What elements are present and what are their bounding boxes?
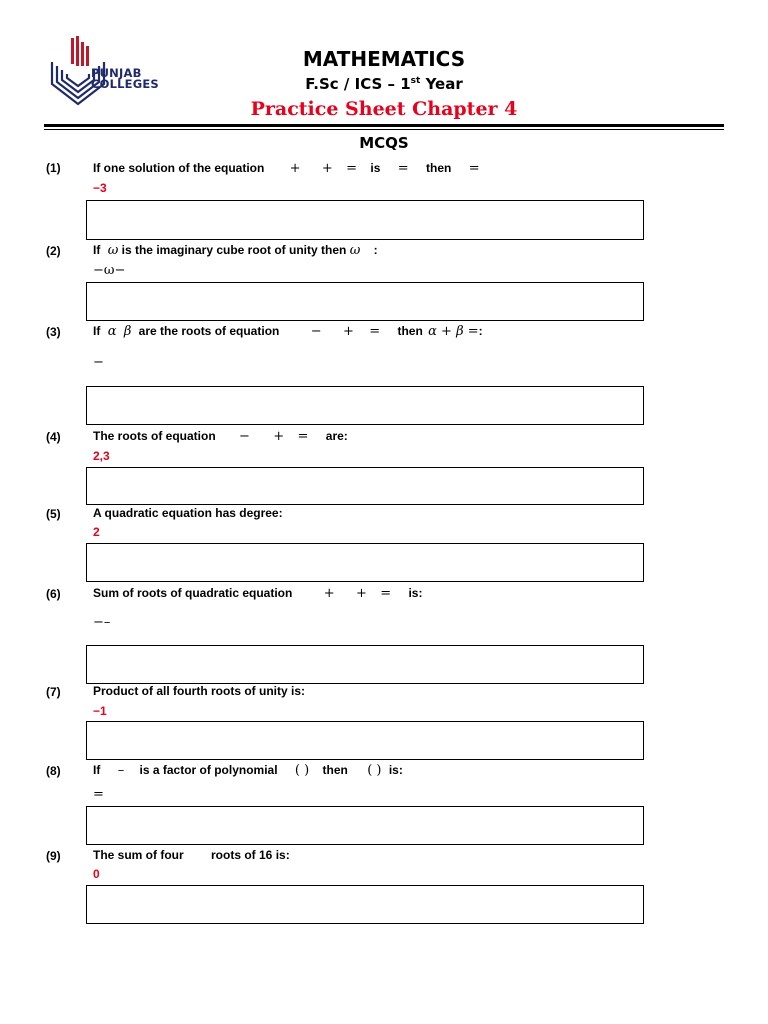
q-op: = [346,161,358,176]
q-text: The roots of equation [93,429,216,443]
header-rule-thin [44,129,724,130]
question-number: (9) [46,849,61,863]
q-text: If [93,324,101,338]
q-text: The sum of four [93,848,184,862]
q-text: then [397,324,423,338]
question-text [93,848,290,862]
q-op: = [380,586,392,601]
q-op: + [289,161,301,176]
q-op: ( ) [294,763,310,778]
answer: 0 [93,867,100,881]
answer-box[interactable] [86,282,644,321]
question-text [93,429,348,444]
question-text [93,586,422,601]
question-text [93,161,480,176]
q-math: α [107,324,117,339]
class-title [0,75,768,93]
q-text: Product of all fourth roots of unity is: [93,684,305,698]
section-title: MCQS [359,134,409,152]
question-text [93,506,283,520]
question-text [93,324,483,339]
q-op: + [273,429,285,444]
header-rule-thick [44,124,724,127]
q-op: ( ) [367,763,382,778]
question-number: (8) [46,764,61,778]
q-text: is the imaginary cube root of unity then [121,243,347,257]
q-op: – [117,763,125,778]
class-prefix: F.Sc / ICS – 1 [305,75,411,93]
answer-box[interactable] [86,721,644,760]
answer: −– [93,615,111,630]
q-text: then [426,161,452,175]
class-suffix: Year [420,75,463,93]
q-math: ω [349,243,361,258]
question-number: (4) [46,430,61,444]
logo-line-colleges: COLLEGES [91,77,159,91]
answer-box[interactable] [86,200,644,240]
question-number: (6) [46,587,61,601]
q-op: − [310,324,322,339]
question-number: (3) [46,325,61,339]
question-number: (1) [46,161,61,175]
question-number: (2) [46,244,61,258]
q-op: + [355,586,367,601]
answer-box[interactable] [86,386,644,425]
class-sup: st [410,76,421,86]
answer-box[interactable] [86,543,644,582]
answer-box[interactable] [86,645,644,684]
answer-box[interactable] [86,885,644,924]
q-text: If one solution of the equation [93,161,265,175]
q-op: = [369,324,381,339]
q-text: is a factor of polynomial [139,763,278,777]
q-math: α + β = [428,324,479,339]
q-op: + [342,324,354,339]
question-text [93,243,378,258]
q-text: If [93,243,101,257]
q-text: If [93,763,101,777]
logo-line-punjab: PUNJAB [91,66,142,80]
q-text: A quadratic equation has degree: [93,506,283,520]
q-text: Sum of roots of quadratic equation [93,586,293,600]
q-text: are the roots of equation [138,324,280,338]
answer-box[interactable] [86,806,644,845]
question-text [93,763,403,778]
answer: − [93,355,104,370]
answer: 2,3 [93,449,110,463]
question-number: (5) [46,507,61,521]
answer: −ω− [93,263,126,278]
q-text: is: [408,586,423,600]
q-text: : [373,243,378,257]
answer: −3 [93,181,107,195]
q-op: + [323,586,335,601]
q-text: : [478,324,483,338]
sheet-title: Practice Sheet Chapter 4 [250,98,518,120]
q-text: then [322,763,348,777]
q-text: roots of 16 is: [211,848,290,862]
q-op: = [297,429,309,444]
answer: −1 [93,704,107,718]
q-text: is: [388,763,403,777]
q-text: is [370,161,381,175]
answer-box[interactable] [86,467,644,505]
question-text [93,684,305,698]
q-op: = [468,161,480,176]
q-math: β [123,324,132,339]
subject-title: MATHEMATICS [302,47,466,71]
q-op: + [321,161,333,176]
q-op: = [397,161,409,176]
question-number: (7) [46,685,61,699]
answer: = [93,787,104,802]
q-text: are: [325,429,348,443]
q-math: ω [107,243,119,258]
q-op: − [239,429,250,444]
answer: 2 [93,525,100,539]
